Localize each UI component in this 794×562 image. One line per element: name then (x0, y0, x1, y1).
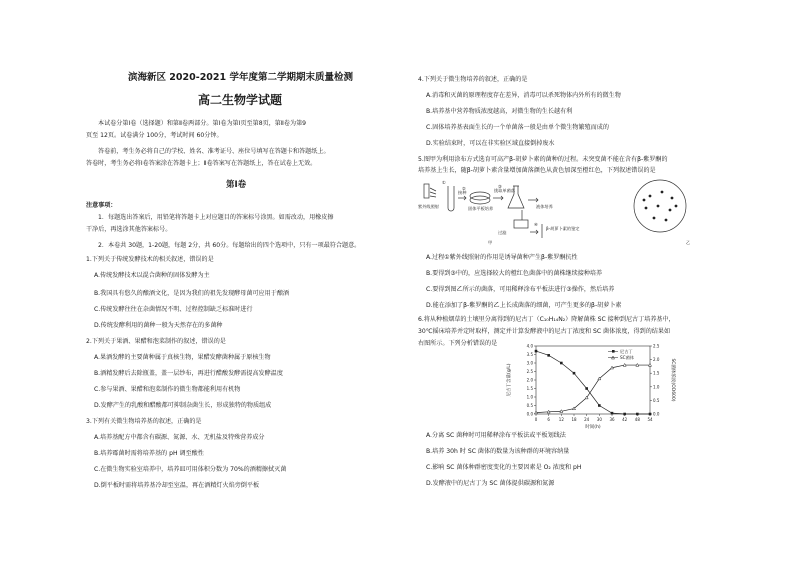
diagram-label: 乙 (686, 240, 691, 245)
y-left-tick-label: 3.5 (526, 352, 533, 357)
x-tick-label: 6 (547, 417, 550, 422)
question-stem-cont: 右图所示。下列分析错误的是 (418, 340, 498, 347)
question-option: D.实验结束时，可以在非实验区域直接倒掉废水 (426, 140, 555, 147)
question-option: C.要得到图乙所示的菌落，可用稀释涂布平板法进行③操作，然后培养 (426, 286, 615, 293)
x-axis-label: 时间(h) (585, 425, 601, 430)
series-line (536, 351, 650, 414)
nicotine-chart (500, 340, 680, 430)
y-left-tick-label: 3.0 (526, 360, 533, 366)
question-stem-cont: 培养基上生长，随β-胡萝卜素含量增加菌落颜色从黄色加深至橙红色，下列叙述错误的是 (418, 167, 656, 174)
data-point (623, 413, 626, 416)
y-right-tick-label: 0.5 (653, 397, 660, 403)
intro-line: 页至 12页。试卷满分 100分，考试时间 60分钟。 (86, 132, 223, 139)
question-option: A.消毒和灭菌的原理程度存在差异，消毒可以杀死物体内外所有的微生物 (426, 92, 621, 99)
question-option: D.能在添加了β-紫罗酮的乙上长成菌落的细菌，可产生更多的β-胡萝卜素 (426, 302, 622, 309)
question-stem: 5.图甲为利用涂布方式选育可高产β-胡萝卜素的菌种的过程。未突变菌不能在含有β-紫罗酮的 (418, 156, 668, 163)
section-title: 第Ⅰ卷 (226, 180, 247, 190)
question-option: A.传统发酵技术以混合菌种的固体发酵为主 (94, 272, 210, 279)
y-left-tick-label: 2.0 (526, 377, 533, 383)
subject-title: 高二生物学试题 (198, 93, 283, 107)
y-left-tick-label: 2.5 (526, 369, 533, 374)
colony-dots (643, 191, 678, 222)
y-left-tick-label: 4.0 (526, 343, 533, 349)
diagram-label: ④ (534, 222, 538, 227)
question-stem: 4.下列关于微生物培养的叙述，正确的是 (418, 76, 528, 83)
question-option: B.培养霉菌时需将培养基的 pH 调至酸性 (94, 450, 204, 457)
y-right-tick-label: 1.5 (653, 370, 660, 376)
question-option: C.传统发酵往往在杂菌情况不明、过程控制缺乏标准时进行 (94, 306, 253, 313)
data-point (611, 412, 614, 415)
note-line: 干净后，再选涂其他答案标号。 (86, 226, 172, 233)
notes-title: 注意事项： (86, 202, 117, 209)
y-left-tick-label: 1.0 (526, 394, 533, 400)
diagram-label: 紫外线照射 (418, 204, 439, 209)
note-line: 2．本卷共 30题，1-20题，每题 2分，共 60分。每题给出的四个选项中，只有一项最符合题意。 (98, 242, 361, 249)
question-option: D.传统发酵利用的菌种一般为天然存在的多菌种 (94, 322, 223, 329)
y-right-tick-label: 1.0 (653, 384, 660, 390)
diagram-label: 挑取单菌落 (494, 188, 515, 193)
x-tick-label: 48 (634, 417, 640, 422)
data-point (598, 404, 601, 407)
question-option: B.我国具有悠久的酿酒文化，是因为我们的祖先发现酵母菌可应用于酿酒 (94, 290, 290, 297)
intro-line: 本试卷分第Ⅰ卷（选择题）和第Ⅱ卷两部分。第Ⅰ卷为第Ⅰ页至第8页，第Ⅱ卷为第9 (98, 120, 307, 127)
question-stem: 3.下列有关微生物培养基的叙述，正确的是 (86, 418, 202, 425)
series-line (536, 365, 650, 413)
test-tube-icon (448, 186, 454, 211)
x-tick-label: 18 (571, 417, 577, 422)
data-point (585, 387, 588, 390)
question-option: D.倒平板时需将培养基冷却至室温，再在酒精灯火焰旁倒平板 (94, 482, 260, 489)
data-point (649, 413, 652, 416)
question-option: D.发酵液中的尼古丁为 SC 菌体提供碳源和氮源 (426, 480, 555, 487)
data-point (547, 354, 550, 357)
x-tick-label: 24 (584, 417, 590, 422)
diagram-label: 液体培养 (536, 204, 553, 209)
data-point (636, 413, 639, 416)
question-stem: 2.下列关于果酒、果醋和泡菜制作的叙述，错误的是 (86, 338, 226, 345)
intro-line: 答卷前，考生务必将自己的学校、姓名、准考证号、座位号填写在答题卡和答题纸上。 (98, 148, 330, 155)
diagram-label: ③ (498, 184, 502, 189)
y-right-tick-label: 0.0 (653, 411, 660, 417)
question-option: B.培养 30h 时 SC 菌体的数量为该种群的环境容纳量 (426, 448, 570, 455)
question-stem: 1.下列关于传统发酵技术的相关叙述，错误的是 (86, 256, 214, 263)
exam-title: 滨海新区 2020-2021 学年度第二学期期末质量检测 (128, 72, 353, 83)
data-point (573, 372, 576, 375)
x-tick-label: 30 (596, 417, 602, 422)
legend-label: 尼古丁 (620, 349, 633, 354)
filter-icon (514, 220, 528, 228)
question-option: A.分离 SC 菌种时可用稀释涂布平板法或平板划线法 (426, 432, 566, 439)
diagram-label: β-胡萝卜素的鉴定 (546, 226, 580, 231)
q5-diagram (418, 178, 708, 246)
x-tick-label: 36 (609, 417, 615, 422)
question-option: A.果酒发酵的主要菌种属于真核生物，果醋发酵菌种属于原核生物 (94, 354, 271, 361)
question-option: C.影响 SC 菌体种群密度变化的主要因素是 O₂ 浓度和 pH (426, 464, 582, 471)
question-option: B.要得到③中的，应选择较大的橙红色菌落中的菌株继续接种培养 (426, 270, 603, 277)
question-option: B.酒精发酵后去除瓶盖，盖一层纱布，再进行醋酸发酵需提高发酵温度 (94, 370, 283, 377)
data-point (560, 362, 563, 365)
x-tick-label: 0 (534, 417, 538, 422)
y-right-tick-label: 2.5 (653, 343, 660, 349)
diagram-label: ② (462, 186, 466, 191)
y-left-axis-label: 尼古丁含量(g/L) (507, 363, 512, 397)
x-tick-label: 42 (622, 417, 628, 422)
question-option: C.在微生物实验室培养中，培养皿可用体积分数为 70%的酒精擦拭灭菌 (94, 466, 287, 473)
legend-label: SC菌体 (620, 355, 634, 360)
question-option: C.固体培养基表面生长的一个单菌落一般是由单个微生物繁殖而成的 (426, 124, 609, 131)
question-option: D.发酵产生的乳酸和醋酸都可抑制杂菌生长，形成独特的物质组成 (94, 402, 272, 409)
diagram-label: 过滤 (498, 230, 507, 235)
x-tick-label: 12 (558, 417, 564, 422)
y-left-tick-label: 1.5 (526, 386, 533, 391)
question-option: A.过程①紫外线照射的作用是诱导菌种产生β-紫罗酮抗性 (426, 254, 578, 261)
note-line: 1．每题选出答案后，用铅笔将答题卡上对应题目的答案标号涂黑。如需改动，用橡皮擦 (98, 214, 334, 221)
y-right-tick-label: 2.0 (653, 357, 660, 363)
diagram-label: 接种 (458, 190, 467, 195)
question-stem: 6.将从种植烟草的土壤里分离得到的尼古丁（C₁₀H₁₄N₂）降解菌株 SC 接种到尼古丁培养基中， (418, 316, 675, 323)
diagram-label: 固体平板培养 (468, 206, 494, 211)
y-left-tick-label: 0.5 (526, 403, 533, 408)
intro-line: 答卷时，考生务必将Ⅰ卷答案涂在答题卡上；Ⅱ卷答案写在答题纸上，答在试卷上无效。 (86, 160, 317, 167)
y-left-tick-label: 0.0 (526, 411, 533, 417)
result-plate-icon (634, 180, 686, 232)
diagram-label: 甲 (488, 240, 493, 245)
diagram-label: ① (442, 180, 446, 185)
question-option: C.参与果酒、果醋和泡菜制作的微生物都能利用有机物 (94, 386, 241, 393)
x-tick-label: 54 (647, 417, 653, 422)
y-right-axis-label: SC菌体浓度(OD600) (670, 358, 675, 402)
question-stem-cont: 30℃摇床培养并定时取样，测定并计算发酵液中的尼古丁浓度和 SC 菌体浓度，得到的结果如 (418, 328, 671, 335)
question-option: A.培养基配方中都含有碳源、氮源、水、无机盐及特殊营养成分 (94, 434, 265, 441)
data-point (535, 350, 538, 353)
uv-lamp-icon (424, 184, 429, 198)
question-option: B.培养基中营养物质浓度越高，对微生物的生长越有利 (426, 108, 573, 115)
